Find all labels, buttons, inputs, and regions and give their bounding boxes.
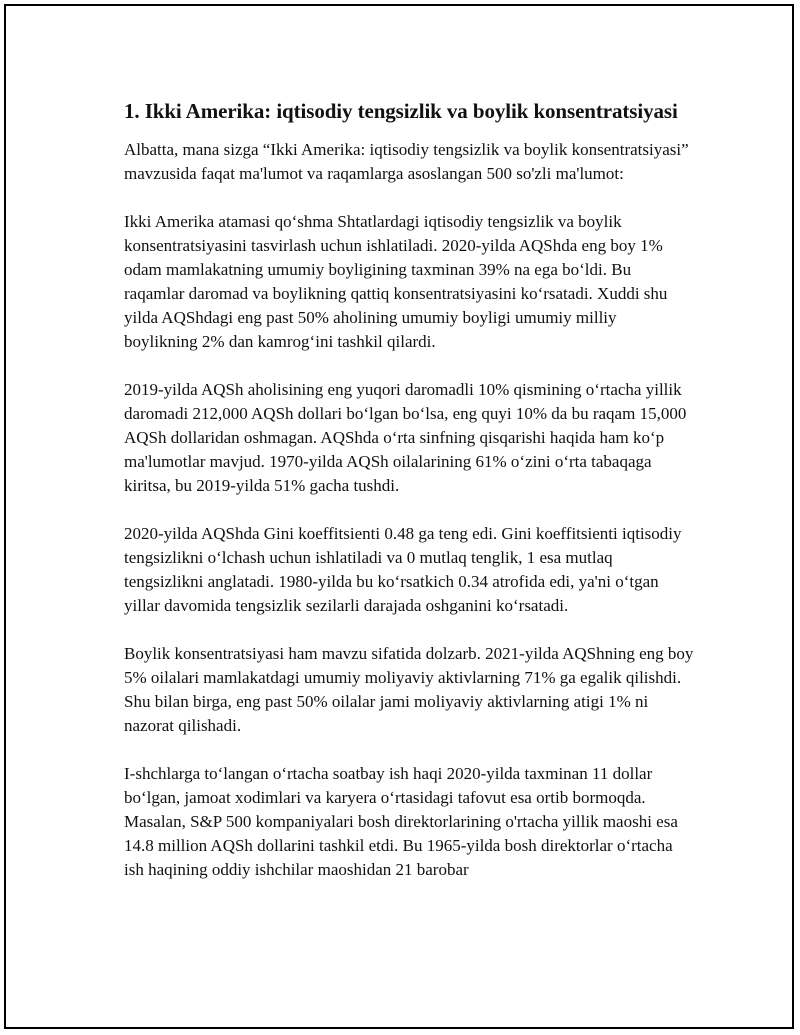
document-body xyxy=(124,96,694,906)
paragraph-two-americas: Ikki Amerika atamasi qo‘shma Shtatlardagi iqtisodiy tengsizlik va boylik konsentratsiyasini tasvirlash uchun ishlatiladi. 2020-yilda AQShda eng boy 1% odam mamlakatning umumiy boyligining taxminan 39% na ega bo‘ldi. Bu raqamlar daromad va boylikning qattiq konsentratsiyasini ko‘rsatadi. Xuddi shu yilda AQShdagi eng past 50% aholining umumiy boyligi umumiy milliy boylikning 2% dan kamrog‘ini tashkil qilardi. xyxy=(124,212,668,351)
paragraph-gini: 2020-yilda AQShda Gini koeffitsienti 0.48 ga teng edi. Gini koeffitsienti iqtisodiy tengsizlikni o‘lchash uchun ishlatiladi va 0 mutlaq tenglik, 1 esa mutlaq tengsizlikni anglatadi. 1980-yilda bu ko‘rsatkich 0.34 atrofida edi, ya'ni o‘tgan yillar davomida tengsizlik sezilarli darajada oshganini ko‘rsatadi. xyxy=(124,524,682,615)
paragraph-intro: Albatta, mana sizga “Ikki Amerika: iqtisodiy tengsizlik va boylik konsentratsiyasi” mavzusida faqat ma'lumot va raqamlarga asoslangan 500 so'zli ma'lumot: xyxy=(124,140,689,183)
paragraph-income: 2019-yilda AQSh aholisining eng yuqori daromadli 10% qismining o‘rtacha yillik daromadi 212,000 AQSh dollari bo‘lgan bo‘lsa, eng quyi 10% da bu raqam 15,000 AQSh dollaridan oshmagan. AQShda o‘rta sinfning qisqarishi haqida ham ko‘p ma'lumotlar mavjud. 1970-yilda AQSh oilalarining 61% o‘zini o‘rta tabaqaga kiritsa, bu 2019-yilda 51% gacha tushdi. xyxy=(124,380,687,495)
section-heading: 1. Ikki Amerika: iqtisodiy tengsizlik va boylik konsentratsiyasi xyxy=(124,99,678,123)
page-frame xyxy=(4,4,794,1029)
paragraph-wages: I-shchlarga to‘langan o‘rtacha soatbay ish haqi 2020-yilda taxminan 11 dollar bo‘lgan, jamoat xodimlari va karyera o‘rtasidagi tafovut esa ortib bormoqda. Masalan, S&P 500 kompaniyalari bosh direktorlarining o'rtacha yillik maoshi esa 14.8 million AQSh dollarini tashkil etdi. Bu 1965-yilda bosh direktorlar o‘rtacha ish haqining oddiy ishchilar maoshidan 21 barobar xyxy=(124,764,678,879)
paragraph-wealth-concentration: Boylik konsentratsiyasi ham mavzu sifatida dolzarb. 2021-yilda AQShning eng boy 5% oilalari mamlakatdagi umumiy moliyaviy aktivlarning 71% ga egalik qilishdi. Shu bilan birga, eng past 50% oilalar jami moliyaviy aktivlarning atigi 1% ni nazorat qilishadi. xyxy=(124,644,694,735)
